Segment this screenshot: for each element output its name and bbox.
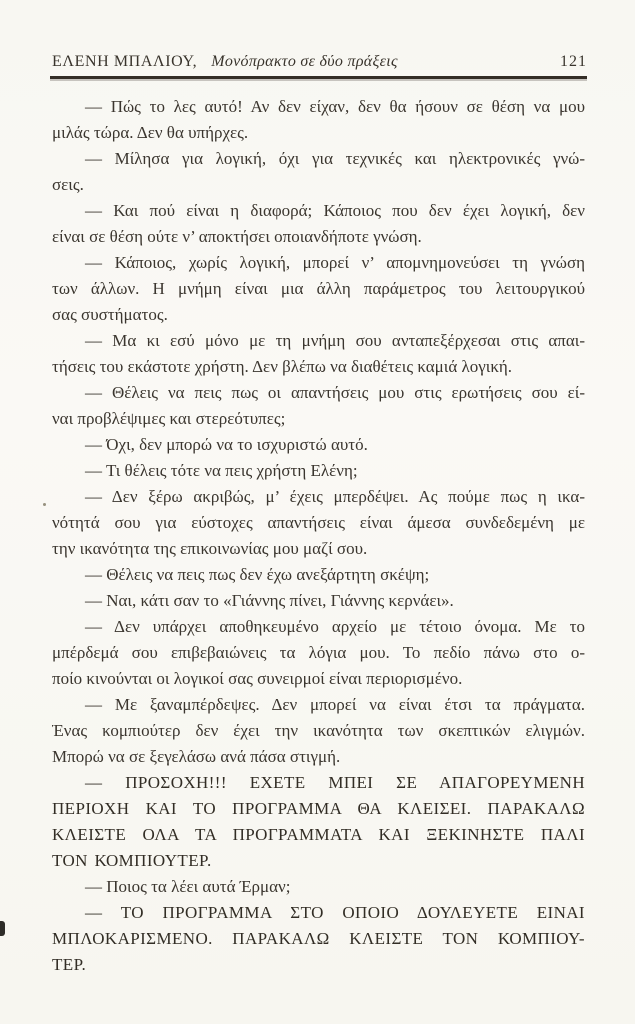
text-line: Μπορώ να σε ξεγελάσω ανά πάσα στιγμή. bbox=[52, 747, 341, 766]
text-line: — Όχι, δεν μπορώ να το ισχυριστώ αυτό. bbox=[85, 435, 368, 454]
text-line: — ΠΡΟΣΟΧΗ!!! ΕΧΕΤΕ ΜΠΕΙ ΣΕ ΑΠΑΓΟΡΕΥΜΕΝΗ bbox=[85, 773, 585, 792]
text-line: ΜΠΛΟΚΑΡΙΣΜΕΝΟ. ΠΑΡΑΚΑΛΩ ΚΛΕΙΣΤΕ ΤΟΝ ΚΟΜΠΙΟΥ- bbox=[52, 929, 585, 948]
text-line: — Δεν ξέρω ακριβώς, μ’ έχεις μπερδέψει. Ας πούμε πως η ικα- bbox=[85, 487, 585, 506]
text-line: — Και πού είναι η διαφορά; Κάποιος που δεν έχει λογική, δεν bbox=[85, 201, 585, 220]
paragraph bbox=[52, 770, 585, 874]
text-line: — Ποιος τα λέει αυτά Έρμαν; bbox=[85, 877, 291, 896]
text-line: — Μίλησα για λογική, όχι για τεχνικές και ηλεκτρονικές γνώ- bbox=[85, 149, 585, 168]
page-body bbox=[52, 94, 585, 978]
text-line: την ικανότητα της επικοινωνίας μου μαζί σου. bbox=[52, 539, 368, 558]
text-line: ΤΟΝ ΚΟΜΠΙΟΥΤΕΡ. bbox=[52, 851, 212, 870]
text-line: — Θέλεις να πεις πως οι απαντήσεις μου στις ερωτήσεις σου εί- bbox=[85, 383, 585, 402]
text-line: ναι προβλέψιμες και στερεότυπες; bbox=[52, 409, 286, 428]
paragraph bbox=[52, 250, 585, 328]
paragraph bbox=[52, 94, 585, 146]
text-line: ΤΕΡ. bbox=[52, 955, 87, 974]
text-line: ΚΛΕΙΣΤΕ ΟΛΑ ΤΑ ΠΡΟΓΡΑΜΜΑΤΑ ΚΑΙ ΞΕΚΙΝΗΣΤΕ ΠΑΛΙ bbox=[52, 825, 585, 844]
text-line: — Θέλεις να πεις πως δεν έχω ανεξάρτητη σκέψη; bbox=[85, 565, 430, 584]
text-line: — Κάποιος, χωρίς λογική, μπορεί ν’ απομνημονεύσει τη γνώση bbox=[85, 253, 585, 272]
text-line: — Με ξαναμπέρδεψες. Δεν μπορεί να είναι έτσι τα πράγματα. bbox=[85, 695, 585, 714]
text-line: σας συστήματος. bbox=[52, 305, 168, 324]
text-line: σεις. bbox=[52, 175, 84, 194]
text-line: — ΤΟ ΠΡΟΓΡΑΜΜΑ ΣΤΟ ΟΠΟΙΟ ΔΟΥΛΕΥΕΤΕ ΕΙΝΑΙ bbox=[85, 903, 585, 922]
text-line: — Δεν υπάρχει αποθηκευμένο αρχείο με τέτοιο όνομα. Με το bbox=[85, 617, 585, 636]
paragraph bbox=[52, 484, 585, 562]
text-line: τήσεις του εκάστοτε χρήστη. Δεν βλέπω να διαθέτεις καμιά λογική. bbox=[52, 357, 513, 376]
text-line: των άλλων. Η μνήμη είναι μια άλλη παράμετρος του λειτουργικού bbox=[52, 279, 585, 298]
text-line: — Τι θέλεις τότε να πεις χρήστη Ελένη; bbox=[85, 461, 358, 480]
book-title: Μονόπρακτο σε δύο πράξεις bbox=[211, 53, 398, 70]
paragraph bbox=[52, 198, 585, 250]
text-line: — Πώς το λες αυτό! Αν δεν είχαν, δεν θα ήσουν σε θέση να μου bbox=[85, 97, 585, 116]
paragraph bbox=[52, 146, 585, 198]
text-line: ποίο κινούνται οι λογικοί σας συνειρμοί είναι περιορισμένο. bbox=[52, 669, 463, 688]
text-line: — Μα κι εσύ μόνο με τη μνήμη σου ανταπεξέρχεσαι στις απαι- bbox=[85, 331, 585, 350]
text-line: μιλάς τώρα. Δεν θα υπήρχες. bbox=[52, 123, 249, 142]
text-line: νότητά σου για εύστοχες απαντήσεις είναι άμεσα συνδεδεμένη με bbox=[52, 513, 585, 532]
paragraph bbox=[52, 588, 585, 614]
paragraph bbox=[52, 328, 585, 380]
paragraph bbox=[52, 692, 585, 770]
paragraph bbox=[52, 874, 585, 900]
paragraph bbox=[52, 562, 585, 588]
author-name: ΕΛΕΝΗ ΜΠΑΛΙΟΥ, bbox=[52, 53, 198, 70]
header-rule bbox=[50, 76, 587, 79]
text-line: είναι σε θέση ούτε ν’ αποκτήσει οποιανδήποτε γνώση. bbox=[52, 227, 422, 246]
text-line: Ένας κομπιούτερ δεν έχει την ικανότητα των σκεπτικών ελιγμών. bbox=[52, 721, 585, 740]
text-line: μπέρδεμά σου επιβεβαιώνεις τα λόγια μου. Το πεδίο πάνω στο ο- bbox=[52, 643, 585, 662]
paragraph bbox=[52, 458, 585, 484]
paragraph bbox=[52, 900, 585, 978]
paragraph bbox=[52, 432, 585, 458]
running-header bbox=[52, 53, 587, 71]
page-number: 121 bbox=[560, 53, 587, 70]
paragraph bbox=[52, 380, 585, 432]
scan-mark bbox=[0, 921, 5, 936]
text-line: ΠΕΡΙΟΧΗ ΚΑΙ ΤΟ ΠΡΟΓΡΑΜΜΑ ΘΑ ΚΛΕΙΣΕΙ. ΠΑΡΑΚΑΛΩ bbox=[52, 799, 585, 818]
scan-dot bbox=[43, 503, 46, 506]
text-line: — Ναι, κάτι σαν το «Γιάννης πίνει, Γιάννης κερνάει». bbox=[85, 591, 454, 610]
paragraph bbox=[52, 614, 585, 692]
